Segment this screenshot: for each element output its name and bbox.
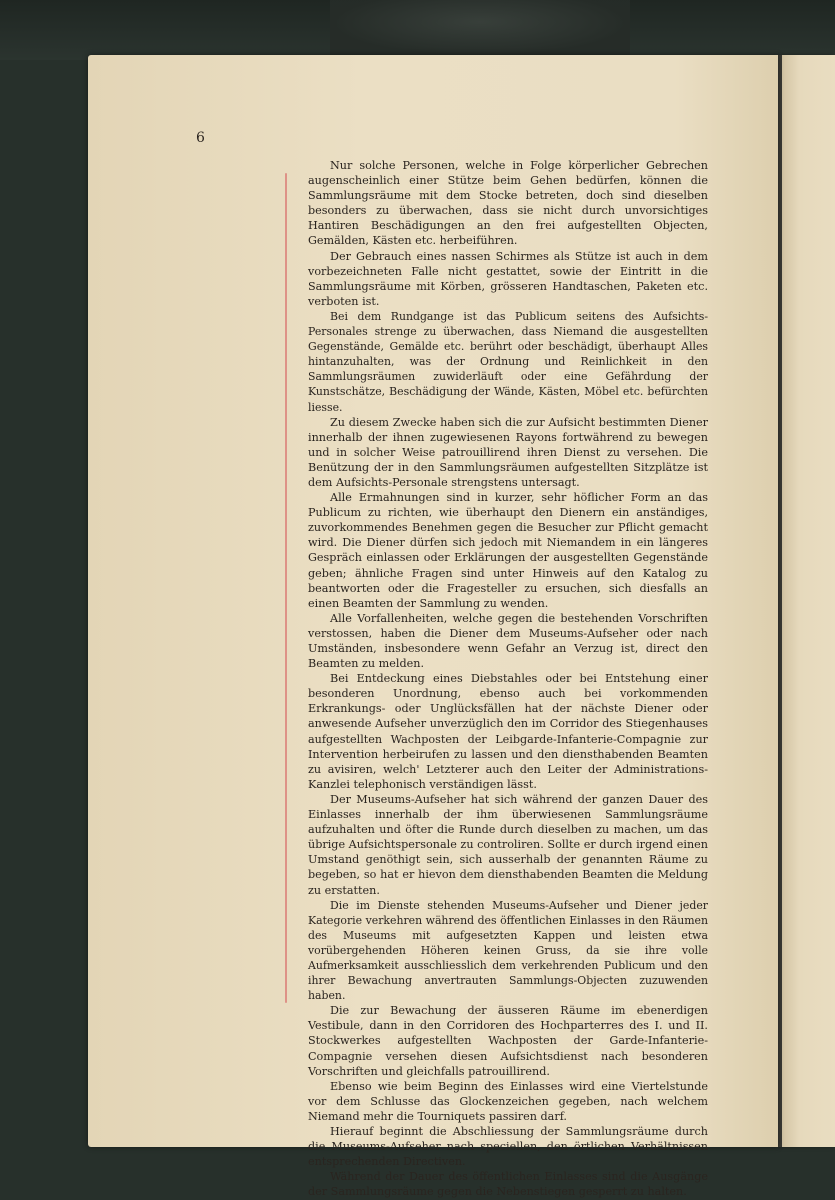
margin-pencil-line bbox=[285, 173, 287, 1003]
paragraph: Ebenso wie beim Beginn des Einlasses wird eine Viertelstunde vor dem Schlusse das Glockenzeichen gegeben, nach welchem Niemand mehr die Tourniquets passiren darf. bbox=[308, 1079, 708, 1123]
paragraph: Hierauf beginnt die Abschliessung der Sammlungsräume durch die Museums-Aufseher nach speciellen, den örtlichen Verhältnissen entsprechenden Directiven. bbox=[308, 1125, 708, 1169]
paragraph: Während der Dauer des öffentlichen Einlasses sind die Ausgänge der Sammlungsräume gegen die Nebenstiegen gesperrt zu halten. bbox=[308, 1170, 708, 1199]
paragraph: Alle Vorfallenheiten, welche gegen die bestehenden Vorschriften verstossen, haben die Diener dem Museums-Aufseher oder nach Umständen, insbesondere wenn Gefahr an Verzug ist, direct den Beamten zu melden. bbox=[308, 611, 708, 671]
paragraph: Der Museums-Aufseher hat sich während der ganzen Dauer des Einlasses innerhalb der ihm überwiesenen Sammlungsräume aufzuhalten und öfter die Runde durch dieselben zu machen, um das übrige Aufsichtspersonale zu controliren. Sollte er durch irgend einen Umstand genöthigt sein, sich ausserhalb der genannten Räume zu begeben, so hat er hievon dem diensthabenden Beamten die Meldung zu erstatten. bbox=[308, 792, 708, 897]
paragraph: Die im Dienste stehenden Museums-Aufseher und Diener jeder Kategorie verkehren während des öffentlichen Einlasses in den Räumen des Museums mit aufgesetzten Kappen und leisten etwa vorübergehenden Höheren keinen Gruss, da sie ihre volle Aufmerksamkeit ausschliesslich dem verkehrenden Publicum und den ihrer Bewachung anvertrauten Sammlungs-Objecten zuzuwenden haben. bbox=[308, 898, 708, 1003]
paragraph: Bei Entdeckung eines Diebstahles oder bei Entstehung einer besonderen Unordnung, ebenso auch bei vorkommenden Erkrankungs- oder Unglücksfällen hat der nächste Diener oder anwesende Aufseher unverzüglich den im Corridor des Stiegenhauses aufgestellten Wachposten der Leibgarde-Infanterie-Compagnie zur Intervention herbeirufen zu lassen und den diensthabenden Beamten zu avisiren, welch' Letzterer auch den Leiter der Administrations-Kanzlei telephonisch verständigen lässt. bbox=[308, 672, 708, 791]
body-text bbox=[308, 158, 708, 1199]
paragraph: Zu diesem Zwecke haben sich die zur Aufsicht bestimmten Diener innerhalb der ihnen zugewiesenen Rayons fortwährend zu bewegen und in solcher Weise patrouillirend ihren Dienst zu versehen. Die Benützung der in den Sammlungsräumen aufgestellten Sitzplätze ist dem Aufsichts-Personale strengstens untersagt. bbox=[308, 415, 708, 489]
facing-page-edge bbox=[780, 55, 835, 1147]
paragraph: Die zur Bewachung der äusseren Räume im ebenerdigen Vestibule, dann in den Corridoren des Hochparterres des I. und II. Stockwerkes aufgestellten Wachposten der Garde-Infanterie-Compagnie versehen diesen Aufsichtsdienst nach besonderen Vorschriften und gleichfalls patrouillirend. bbox=[308, 1004, 708, 1078]
paragraph: Bei dem Rundgange ist das Publicum seitens des Aufsichts-Personales strenge zu überwachen, dass Niemand die ausgestellten Gegenstände, Gemälde etc. berührt oder beschädigt, überhaupt Alles hintanzuhalten, was der Ordnung und Reinlichkeit in den Sammlungsräumen zuwiderläuft oder eine Gefährdung der Kunstschätze, Beschädigung der Wände, Kästen, Möbel etc. befürchten liesse. bbox=[308, 309, 708, 414]
paragraph: Nur solche Personen, welche in Folge körperlicher Gebrechen augenscheinlich einer Stütze beim Gehen bedürfen, können die Sammlungsräume mit dem Stocke betreten, doch sind dieselben besonders zu überwachen, dass sie nicht durch unvorsichtiges Hantiren Beschädigungen an den frei aufgestellten Objecten, Gemälden, Kästen etc. herbeiführen. bbox=[308, 159, 708, 248]
paragraph: Alle Ermahnungen sind in kurzer, sehr höflicher Form an das Publicum zu richten, wie überhaupt den Dienern ein anständiges, zuvorkommendes Benehmen gegen die Besucher zur Pflicht gemacht wird. Die Diener dürfen sich jedoch mit Niemandem in ein längeres Gespräch einlassen oder Erklärungen der ausgestellten Gegenstände geben; ähnliche Fragen sind unter Hinweis auf den Katalog zu beantworten oder die Fragesteller zu ersuchen, sich diesfalls an einen Beamten der Sammlung zu wenden. bbox=[308, 491, 708, 610]
page-number: 6 bbox=[196, 130, 205, 146]
paragraph: Der Gebrauch eines nassen Schirmes als Stütze ist auch in dem vorbezeichneten Falle nicht gestattet, sowie der Eintritt in die Sammlungsräume mit Körben, grösseren Handtaschen, Paketen etc. verboten ist. bbox=[308, 249, 708, 308]
book-cover-binding bbox=[330, 0, 630, 55]
